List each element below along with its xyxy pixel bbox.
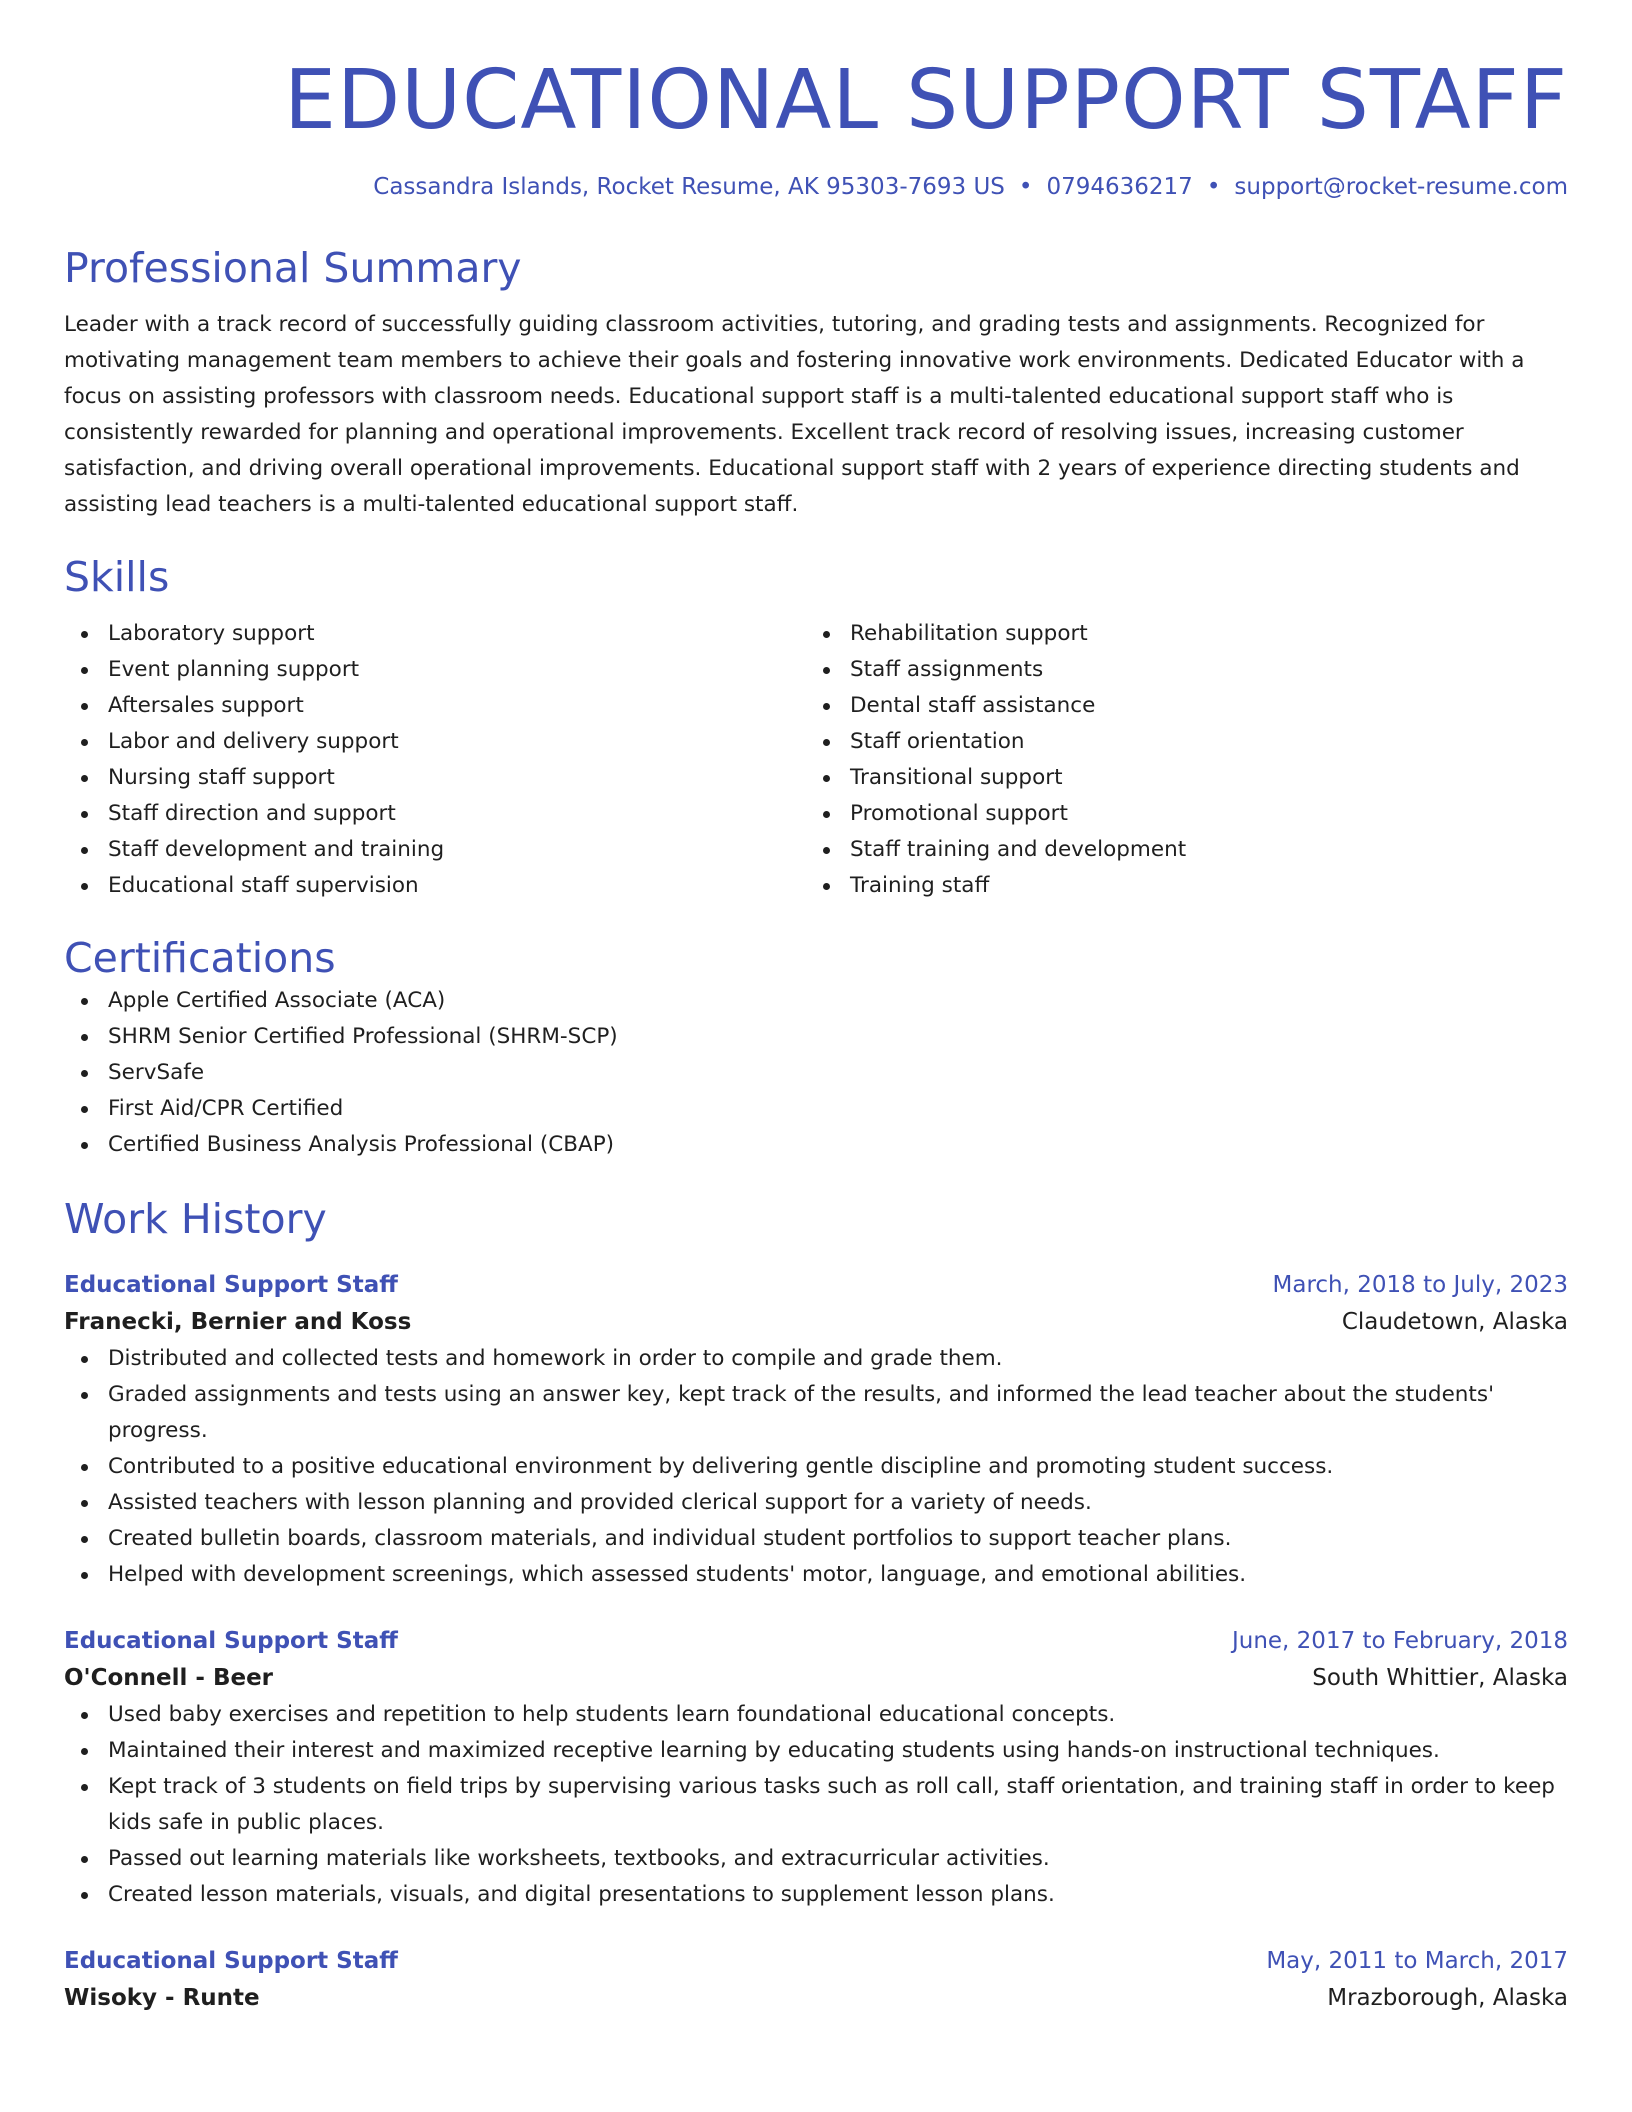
job-bullet: Contributed to a positive educational environment by delivering gentle discipline and promoting student success. — [64, 1449, 1568, 1485]
section-heading: Work History — [64, 1195, 327, 1244]
contact-separator: • — [1018, 174, 1033, 201]
skill-item: Educational staff supervision — [64, 868, 806, 904]
job-company-row — [64, 1659, 1568, 1697]
job-location: Claudetown, Alaska — [1341, 1308, 1568, 1335]
certification-item: ServSafe — [64, 1055, 1568, 1091]
skill-item: Staff assignments — [806, 652, 1568, 688]
job-bullet: Assisted teachers with lesson planning and provided clerical support for a variety of needs. — [64, 1485, 1568, 1521]
job-bullet: Graded assignments and tests using an answer key, kept track of the results, and informed the lead teacher about the students' progress. — [64, 1377, 1568, 1449]
certification-item: Apple Certified Associate (ACA) — [64, 983, 1568, 1019]
skill-item: Nursing staff support — [64, 760, 806, 796]
job-bullets — [64, 1697, 1568, 1913]
skill-item: Labor and delivery support — [64, 724, 806, 760]
skill-item: Promotional support — [806, 796, 1568, 832]
certifications-section — [64, 934, 1568, 1163]
summary-text: Leader with a track record of successfully guiding classroom activities, tutoring, and grading tests and assignments. Recognized for motivating management team members to achieve their goals and fostering innovative work environments. Dedicated Educator with a focus on assisting professors with classroom needs. Educational support staff is a multi-talented educational support staff who is consistently rewarded for planning and operational improvements. Excellent track record of resolving issues, increasing customer satisfaction, and driving overall operational improvements. Educational support staff with 2 years of experience directing students and assisting lead teachers is a multi-talented educational support staff. — [64, 311, 1525, 517]
job-dates: June, 2017 to February, 2018 — [1231, 1627, 1568, 1654]
section-heading: Professional Summary — [64, 243, 522, 292]
skill-item: Staff orientation — [806, 724, 1568, 760]
job-bullet: Distributed and collected tests and homework in order to compile and grade them. — [64, 1341, 1568, 1377]
job-bullet: Helped with development screenings, which assessed students' motor, language, and emotional abilities. — [64, 1557, 1568, 1593]
skill-item: Aftersales support — [64, 688, 806, 724]
job-location: Mrazborough, Alaska — [1327, 1984, 1568, 2011]
contact-separator: • — [1206, 174, 1221, 201]
work-history-section — [64, 1195, 1568, 2016]
skill-item: Training staff — [806, 868, 1568, 904]
job-bullet: Used baby exercises and repetition to help students learn foundational educational concepts. — [64, 1697, 1568, 1733]
skill-item: Dental staff assistance — [806, 688, 1568, 724]
skills-section — [64, 553, 1568, 904]
job-company-row — [64, 1303, 1568, 1341]
certification-item: First Aid/CPR Certified — [64, 1091, 1568, 1127]
job-company: Franecki, Bernier and Koss — [64, 1308, 412, 1335]
job-bullet: Kept track of 3 students on field trips by supervising various tasks such as roll call, staff orientation, and training staff in order to keep kids safe in public places. — [64, 1769, 1568, 1841]
certifications-list — [64, 983, 1568, 1163]
job-header-row — [64, 1267, 1568, 1303]
skill-item: Rehabilitation support — [806, 616, 1568, 652]
certification-item: Certified Business Analysis Professional (CBAP) — [64, 1127, 1568, 1163]
job-company-row — [64, 1979, 1568, 2017]
job-bullet: Created bulletin boards, classroom materials, and individual student portfolios to support teacher plans. — [64, 1521, 1568, 1557]
skills-grid — [64, 616, 1568, 904]
skill-item: Laboratory support — [64, 616, 806, 652]
skill-item: Staff direction and support — [64, 796, 806, 832]
job-entry — [64, 1943, 1568, 2017]
job-location: South Whittier, Alaska — [1312, 1664, 1568, 1691]
job-bullet: Created lesson materials, visuals, and digital presentations to supplement lesson plans. — [64, 1877, 1568, 1913]
job-entry — [64, 1623, 1568, 1913]
professional-summary-section — [64, 244, 1568, 523]
job-header-row — [64, 1943, 1568, 1979]
job-bullet: Passed out learning materials like worksheets, textbooks, and extracurricular activities. — [64, 1841, 1568, 1877]
contact-address: Cassandra Islands, Rocket Resume, AK 95303-7693 US — [373, 174, 1005, 201]
job-title: Educational Support Staff — [64, 1627, 398, 1654]
section-heading: Certifications — [64, 934, 336, 983]
job-title: Educational Support Staff — [64, 1271, 398, 1298]
skills-list-right — [806, 616, 1568, 904]
contact-phone[interactable]: 0794636217 — [1046, 174, 1193, 201]
skill-item: Event planning support — [64, 652, 806, 688]
job-company: Wisoky - Runte — [64, 1984, 260, 2011]
job-bullets — [64, 1341, 1568, 1593]
skill-item: Staff development and training — [64, 832, 806, 868]
contact-email[interactable]: support@rocket-resume.com — [1234, 174, 1568, 201]
job-dates: May, 2011 to March, 2017 — [1266, 1947, 1568, 1974]
skills-list-left — [64, 616, 806, 904]
job-entry — [64, 1267, 1568, 1593]
job-company: O'Connell - Beer — [64, 1664, 274, 1691]
skill-item: Transitional support — [806, 760, 1568, 796]
job-header-row — [64, 1623, 1568, 1659]
skill-item: Staff training and development — [806, 832, 1568, 868]
contact-line — [64, 174, 1568, 202]
section-heading: Skills — [64, 552, 170, 601]
job-title: Educational Support Staff — [64, 1947, 398, 1974]
certification-item: SHRM Senior Certified Professional (SHRM-SCP) — [64, 1019, 1568, 1055]
resume-title: EDUCATIONAL SUPPORT STAFF — [284, 53, 1568, 148]
job-bullet: Maintained their interest and maximized receptive learning by educating students using hands-on instructional techniques. — [64, 1733, 1568, 1769]
job-dates: March, 2018 to July, 2023 — [1272, 1271, 1568, 1298]
